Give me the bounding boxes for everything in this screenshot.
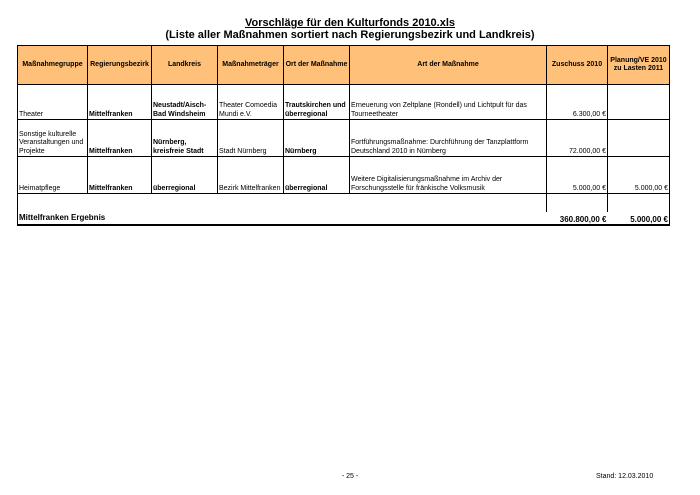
header-art: Art der Maßnahme — [350, 46, 547, 85]
header-ort: Ort der Maßnahme — [284, 46, 350, 85]
cell-planung — [608, 85, 670, 120]
table-row — [18, 157, 670, 194]
cell-ort: überregional — [284, 157, 350, 194]
cell-planung — [608, 120, 670, 157]
table-row — [18, 85, 670, 120]
cell-art: Weitere Digitalisierungsmaßnahme im Archiv der Forschungsstelle für fränkische Volksmusik — [350, 157, 547, 194]
cell-bezirk: Mittelfranken — [88, 157, 152, 194]
cell-gruppe: Sonstige kulturelle Veranstaltungen und Projekte — [18, 120, 88, 157]
header-massnahmetraeger: Maßnahmeträger — [218, 46, 284, 85]
cell-landkreis: überregional — [152, 157, 218, 194]
document-title: Vorschläge für den Kulturfonds 2010.xls — [244, 17, 456, 29]
header-massnahmegruppe: Maßnahmegruppe — [18, 46, 88, 85]
cell-ort: Nürnberg — [284, 120, 350, 157]
status-date: Stand: 12.03.2010 — [596, 473, 654, 480]
cell-zuschuss: 72.000,00 € — [547, 120, 608, 157]
cell-planung: 5.000,00 € — [608, 157, 670, 194]
cell-traeger: Bezirk Mittelfranken — [218, 157, 284, 194]
header-zuschuss: Zuschuss 2010 — [547, 46, 608, 85]
cell-art: Fortführungsmaßnahme: Durchführung der Tanzplattform Deutschland 2010 in Nürnberg — [350, 120, 547, 157]
cell-zuschuss: 6.300,00 € — [547, 85, 608, 120]
header-landkreis: Landkreis — [152, 46, 218, 85]
table-spacer-row — [18, 194, 670, 213]
cell-gruppe: Heimatpflege — [18, 157, 88, 194]
page-number: - 25 - — [341, 473, 359, 480]
cell-landkreis: Neustadt/Aisch-Bad Windsheim — [152, 85, 218, 120]
table-header-row — [18, 46, 670, 85]
cell-ort: Trautskirchen und überregional — [284, 85, 350, 120]
cell-bezirk: Mittelfranken — [88, 120, 152, 157]
cell-traeger: Stadt Nürnberg — [218, 120, 284, 157]
document-subtitle: (Liste aller Maßnahmen sortiert nach Regierungsbezirk und Landkreis) — [165, 29, 535, 41]
total-row — [18, 212, 670, 225]
table-row — [18, 120, 670, 157]
cell-zuschuss: 5.000,00 € — [547, 157, 608, 194]
cell-traeger: Theater Comoedia Mundi e.V. — [218, 85, 284, 120]
total-zuschuss: 360.800,00 € — [547, 212, 608, 225]
total-label: Mittelfranken Ergebnis — [18, 212, 547, 225]
header-regierungsbezirk: Regierungsbezirk — [88, 46, 152, 85]
header-planung: Planung/VE 2010 zu Lasten 2011 — [608, 46, 670, 85]
total-planung: 5.000,00 € — [608, 212, 670, 225]
cell-landkreis: Nürnberg, kreisfreie Stadt — [152, 120, 218, 157]
cell-bezirk: Mittelfranken — [88, 85, 152, 120]
measures-table — [17, 45, 670, 226]
cell-art: Erneuerung von Zeltplane (Rondell) und Lichtpult für das Tourneetheater — [350, 85, 547, 120]
cell-gruppe: Theater — [18, 85, 88, 120]
